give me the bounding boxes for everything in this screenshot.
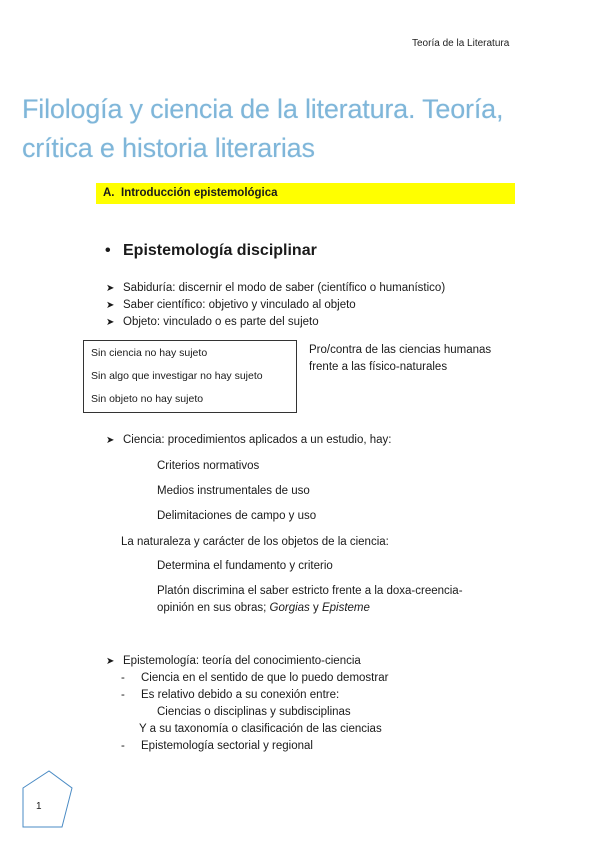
arrow-bullet-icon: ➤ xyxy=(106,283,115,294)
page-number: 1 xyxy=(36,801,42,812)
list-item: Determina el fundamento y criterio xyxy=(157,560,333,572)
dash-item-text: Epistemología sectorial y regional xyxy=(141,740,313,752)
dash-marker: - xyxy=(121,740,125,752)
list-item: Platón discrimina el saber estricto frente a la doxa-creencia- xyxy=(157,585,463,597)
text-run: y xyxy=(309,602,322,614)
box-line: Sin objeto no hay sujeto xyxy=(91,393,204,405)
list-item: Medios instrumentales de uso xyxy=(157,485,310,497)
arrow-bullet-icon: ➤ xyxy=(106,435,115,446)
arrow-bullet-icon: ➤ xyxy=(106,317,115,328)
side-note xyxy=(309,342,519,376)
sub-item: Ciencias o disciplinas y subdisciplinas xyxy=(157,706,351,718)
arrow-bullet-icon: ➤ xyxy=(106,300,115,311)
section-heading-highlight xyxy=(96,183,515,204)
paragraph-label: La naturaleza y carácter de los objetos de la ciencia: xyxy=(121,536,389,548)
list-item: Delimitaciones de campo y uso xyxy=(157,510,317,522)
list-item-continuation xyxy=(157,602,370,614)
italic-title: Gorgias xyxy=(269,602,310,614)
box-line: Sin ciencia no hay sujeto xyxy=(91,347,208,359)
arrow-item-text: Saber científico: objetivo y vinculado al objeto xyxy=(123,299,356,311)
list-item: Criterios normativos xyxy=(157,460,260,472)
page-number-badge xyxy=(22,770,74,833)
arrow-item-text: Epistemología: teoría del conocimiento-ciencia xyxy=(123,655,361,667)
side-note-line-2: frente a las físico-naturales xyxy=(309,361,448,373)
arrow-item-text: Sabiduría: discernir el modo de saber (científico o humanístico) xyxy=(123,282,446,294)
box-line: Sin algo que investigar no hay sujeto xyxy=(91,370,263,382)
title-line-2: crítica e historia literarias xyxy=(22,133,315,163)
arrow-item-text: Objeto: vinculado o es parte del sujeto xyxy=(123,316,319,328)
title-line-1: Filología y ciencia de la literatura. Teoría, xyxy=(22,94,504,124)
arrow-item-text: Ciencia: procedimientos aplicados a un estudio, hay: xyxy=(123,434,392,446)
sub-item: Y a su taxonomía o clasificación de las ciencias xyxy=(139,723,382,735)
pentagon-badge-icon xyxy=(22,770,74,828)
running-header: Teoría de la Literatura xyxy=(412,38,510,49)
dash-item-text: Es relativo debido a su conexión entre: xyxy=(141,689,340,701)
italic-title: Episteme xyxy=(321,602,370,614)
text-run: opinión en sus obras; xyxy=(157,602,270,614)
section-letter: A. xyxy=(103,187,115,199)
dash-item-text: Ciencia en el sentido de que lo puedo demostrar xyxy=(141,672,389,684)
page-title xyxy=(22,90,562,168)
subheading-text: Epistemología disciplinar xyxy=(123,242,317,259)
dash-marker: - xyxy=(121,689,125,701)
section-label: Introducción epistemológica xyxy=(121,187,278,199)
dash-marker: - xyxy=(121,672,125,684)
bullet-icon: • xyxy=(105,242,111,259)
side-note-line-1: Pro/contra de las ciencias humanas xyxy=(309,344,492,356)
boxed-note xyxy=(83,340,297,413)
arrow-bullet-icon: ➤ xyxy=(106,656,115,667)
